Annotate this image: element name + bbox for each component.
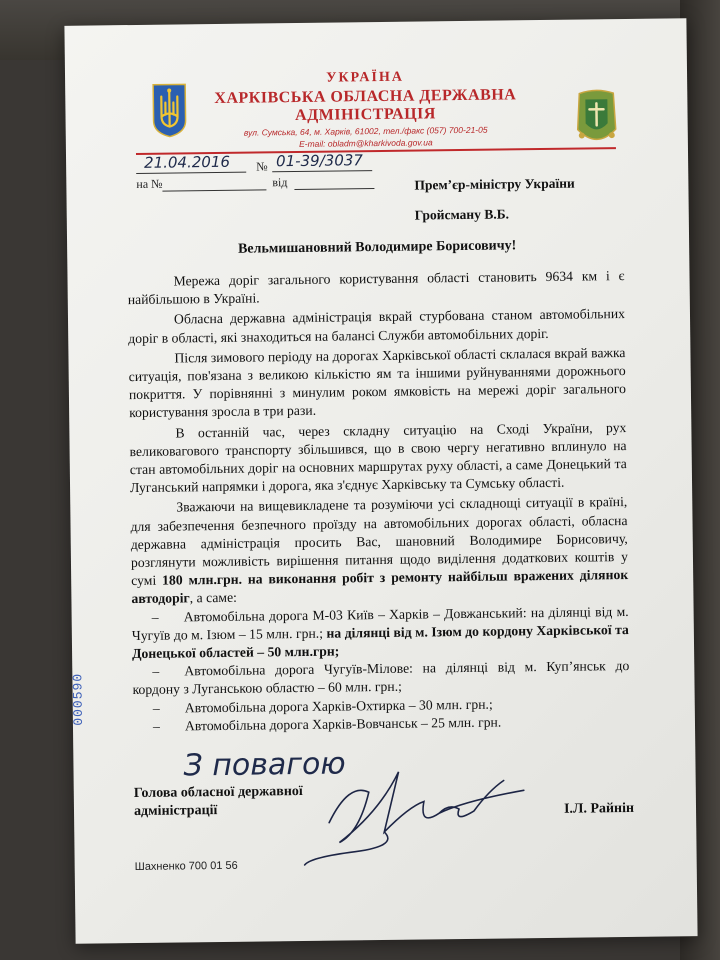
- item-kharkiv-vovchansk: Автомобільна дорога Харків-Вовчанськ – 25 млн. грн.: [184, 714, 502, 734]
- number-line: [272, 151, 372, 172]
- date-handwritten: 21.04.2016: [143, 152, 231, 172]
- number-prefix: №: [256, 159, 268, 174]
- kharkiv-oblast-coat-of-arms-icon: [573, 89, 620, 148]
- header-email: E-mail: obladm@kharkivoda.gov.ua: [298, 137, 433, 149]
- list-item: [132, 657, 629, 699]
- header-address: вул. Сумська, 64, м. Харків, 61002, тел./факс (057) 700-21-05: [243, 124, 488, 138]
- closing-handwritten: З повагою: [183, 746, 346, 784]
- signer-title-line1: Голова обласної державної: [133, 783, 303, 802]
- from-label: від: [272, 175, 288, 190]
- header-organization-line1: ХАРКІВСЬКА ОБЛАСНА ДЕРЖАВНА: [214, 86, 517, 108]
- date-line: [136, 152, 246, 174]
- list-dash: –: [152, 663, 160, 680]
- serial-number-stamp: 000590: [70, 672, 86, 726]
- item-kharkiv-okhtyrka: Автомобільна дорога Харків-Охтирка – 30 млн. грн.;: [184, 696, 493, 716]
- on-number-line: [162, 175, 266, 191]
- request-text: Зважаючи на вищевикладене та розуміючи усі складнощі ситуації в країні, для забезпечення безпечного проїзду на автомобільних дорогах області, обласна державна адміністрація просить Вас, шановний Володимире Борисовичу, розглянути можливість вирішення питання щодо виділення додаткових коштів у сумі: [130, 494, 629, 589]
- paragraph-road-network: Мережа доріг загального користування області становить 9634 км і є найбільшою в Україні.: [127, 268, 625, 308]
- signer-title-line2: адміністрації: [133, 803, 218, 820]
- on-number-label: на №: [136, 176, 163, 191]
- signer-title: [134, 783, 303, 821]
- list-dash: –: [152, 718, 160, 734]
- from-line: [294, 174, 374, 190]
- item-m03-text: Автомобільна дорога М-03 Київ – Харків – Довжанський: на ділянці від м. Чугуїв до м. Ізюм – 15 млн. грн.;: [131, 603, 629, 643]
- paragraph-heavy-traffic: В останній час, через складну ситуацію на Сході України, рух великовагового транспорту збільшився, що в свою чергу негативно вплинуло на стан автомобільних доріг на основних маршрутах руху області, а саме Донецький та Луганський напрямки і дорога, яка з'єднує Харківську та Сумську області.: [129, 419, 627, 496]
- request-end: , а саме:: [189, 590, 238, 606]
- paragraph-winter-damage: Після зимового періоду на дорогах Харківської області склалася вкрай важка ситуація, пов'язана з великою кількістю ям та іншими руйнуваннями дорожнього покриття. У порівнянні з минулим роком ямковість на мережі доріг загального користування зросла в три рази.: [128, 344, 626, 421]
- list-dash: –: [151, 609, 159, 625]
- addressee-name: Гройсману В.Б.: [414, 206, 510, 223]
- paragraph-concern: Обласна державна адміністрація вкрай стурбована станом автомобільних доріг в області, які знаходиться на балансі Служби автомобільних доріг.: [128, 306, 626, 346]
- request-amount: 180 млн.грн. на виконання робіт з ремонту найбільш вражених ділянок автодоріг: [131, 567, 629, 607]
- letter-body: [127, 267, 630, 736]
- signer-name: І.Л. Райнін: [563, 800, 635, 817]
- number-handwritten: 01-39/3037: [275, 151, 364, 171]
- letter-page: [64, 18, 697, 944]
- executor-contact: Шахненко 700 01 56: [134, 859, 238, 874]
- item-m03-bold: на ділянці від м. Ізюм до кордону Харківської та Донецької областей – 50 млн.грн;: [131, 621, 629, 662]
- header-organization-line2: АДМІНІСТРАЦІЯ: [295, 105, 437, 125]
- header-country: УКРАЇНА: [326, 69, 405, 86]
- list-dash: –: [152, 700, 160, 716]
- salutation: Вельмишановний Володимире Борисовичу!: [237, 238, 517, 257]
- paragraph-request: [130, 493, 628, 608]
- addressee-position: Прем’єр-міністру України: [414, 175, 575, 193]
- list-item: [132, 603, 630, 664]
- signature-icon: [288, 750, 529, 873]
- item-chuhuiv-milove: Автомобільна дорога Чугуїв-Мілове: на ділянці від м. Куп’янськ до кордону з Луганською областю – 60 млн. грн.;: [132, 658, 630, 698]
- ukraine-coat-of-arms-icon: [151, 82, 188, 138]
